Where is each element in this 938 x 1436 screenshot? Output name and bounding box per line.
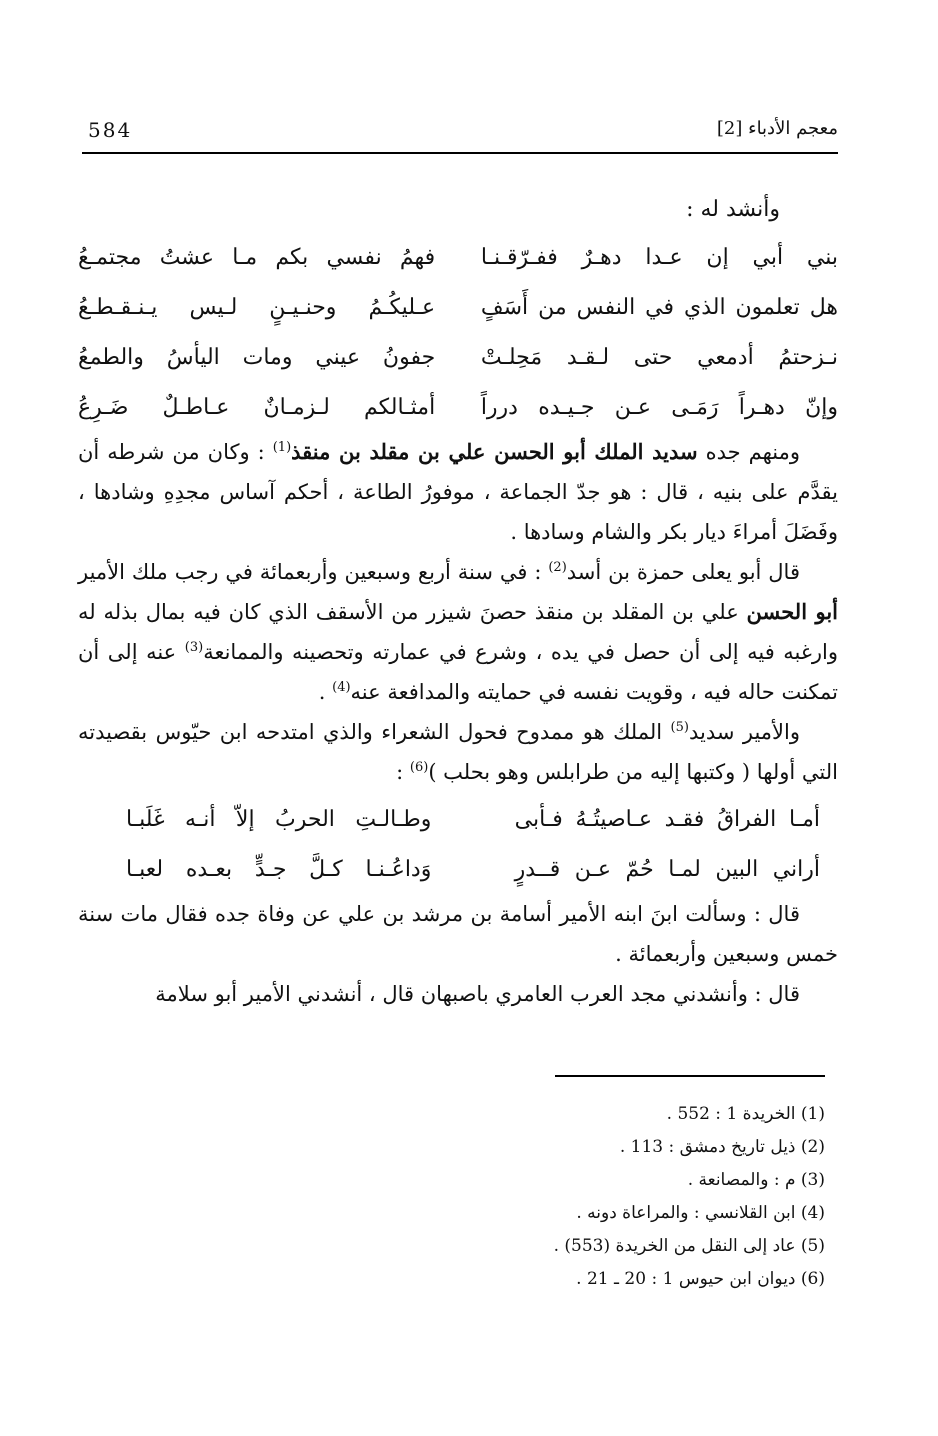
verse-second-hemistich: وَداعُـنـا كـلَّ جـدٍّ بعـده لعبـا [126,856,432,882]
footnote-rule [555,1075,825,1077]
verse-line [78,232,838,282]
paragraph-shayzar: قال أبو يعلى حمزة بن أسد$^{(2)}$ : في سنة أربع وسبعين وأربعمائة في رجب ملك الأمير أبو الحسن علي بن المقلد بن منقذ حصنَ شيزر من الأسقف الذي كان فيه بمال بذله له وارغبه فيه إلى أن حصل في يده ، وشرع في عمارته وتحصينه والممانعة$^{(3)}$ عنه إلى أن تمكنت حاله فيه ، وقويت نفسه في حمايته والمدافعة عنه$^{(4)}$ . [78,560,838,704]
verse-line [126,794,820,844]
paragraph-recitation: قال : وأنشدني مجد العرب العامري باصبهان قال ، أنشدني الأمير أبو سلامة [155,982,800,1006]
header-rule [82,152,838,154]
page-header [88,118,838,148]
bold-name: أبو الحسن [746,599,838,624]
verse-line [126,844,820,894]
footnote-item: (6) ديوان ابن حيوس 1 : 20 ـ 21 . [576,1269,825,1289]
verse-second-hemistich: عـليكُـمُ وحنـيـنٍ لـيس يـنـقـطـعُ [78,294,436,320]
footnote-ref: (4) [332,680,351,695]
verse-second-hemistich: أمثـالكم لـزمـانٌ عـاطـلٌ ضَـرِعُ [78,394,436,420]
bold-name: سديد الملك أبو الحسن علي بن مقلد بن منقذ [291,439,698,464]
page-number: 584 [88,118,133,142]
verse-second-hemistich: جفونُ عيني ومات اليأسُ والطمعُ [78,344,436,370]
verse-first-hemistich: هل تعلمون الذي في النفس من أَسَفٍ [480,294,838,320]
page-body [78,190,838,1014]
footnote-ref: (3) [184,640,204,655]
poem-2 [78,794,838,894]
verse-line [78,282,838,332]
footnote-item: (4) ابن القلانسي : والمراعاة دونه . [576,1203,825,1223]
poem-1 [78,232,838,432]
footnote-item: (3) م : والمصانعة . [687,1170,825,1190]
footnote-ref: (6) [409,760,429,775]
intro-line: وأنشد له : [686,197,780,222]
footnote-ref: (2) [548,560,567,575]
footnote-ref: (5) [670,720,689,735]
footnote-ref: (1) [272,440,292,455]
verse-second-hemistich: فهمُ نفسي بكم مـا عشتُ مجتمـعُ [78,244,436,270]
verse-first-hemistich: أراني البين لمـا حُمّ عـن قــدرٍ [514,856,820,882]
paragraph-sadid-al-mulk: ومنهم جده سديد الملك أبو الحسن علي بن مقلد بن منقذ$^{(1)}$ : وكان من شرطه أن يقدَّم على بنيه ، قال : هو جدّ الجماعة ، موفورُ الطاعة ، أحكم آساس مجدِهِ وشادها ، وفَضَلَ أمراءَ ديار بكر والشام وسادها . [78,439,838,544]
running-title: معجم الأدباء [2] [716,118,838,139]
footnote-item: (2) ذيل تاريخ دمشق : 113 . [619,1137,825,1157]
paragraph-death-date: قال : وسألت ابنَ ابنه الأمير أسامة بن مرشد بن علي عن وفاة جده فقال مات سنة خمس وسبعين وأربعمائة . [78,902,838,966]
verse-first-hemistich: وإنّ دهـراً رَمَـى عـن جـيـده درراً [480,394,838,420]
verse-first-hemistich: نـزحتمُ أدمعي حتى لـقـد مَحِلـتْ [480,344,838,370]
verse-second-hemistich: وطـالـتِ الحربُ إلاّ أنـه غَلَبـا [126,806,432,832]
paragraph-ibn-hayyus: والأمير سديد$^{(5)}$ الملك هو ممدوح فحول الشعراء والذي امتدحه ابن حيّوس بقصيدته التي أولها ( وكتبها إليه من طرابلس وهو بحلب )$^{(6)}$ : [78,720,838,784]
footnote-item: (1) الخريدة 1 : 552 . [666,1104,825,1124]
verse-first-hemistich: أمـا الفراقُ فقـد عـاصيتُـهُ فـأبى [514,806,820,832]
footnotes [554,1098,825,1296]
verse-line [78,332,838,382]
verse-first-hemistich: بني أبي إن عـدا دهـرٌ ففـرّقـنـا [480,244,838,270]
footnote-item: (5) عاد إلى النقل من الخريدة (553) . [553,1236,825,1256]
verse-line [78,382,838,432]
